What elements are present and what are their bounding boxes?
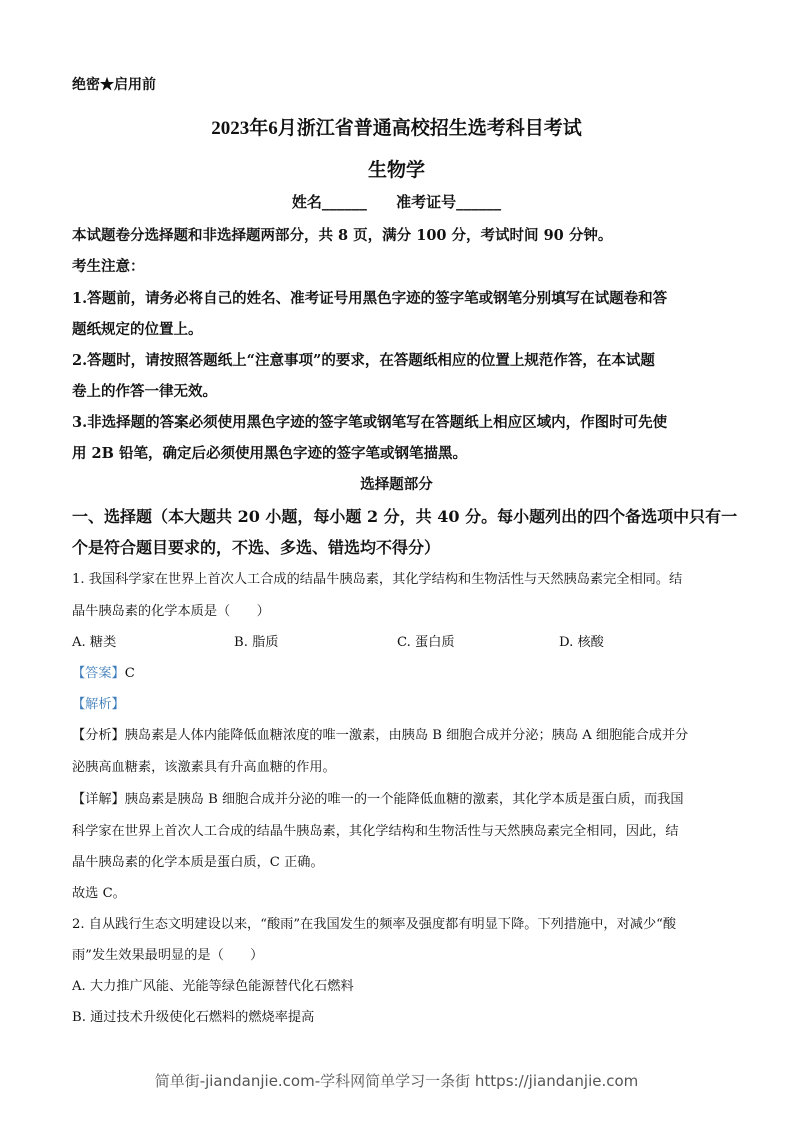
note-1-line-1: 1.答题前，请务必将自己的姓名、准考证号用黑色字迹的签字笔或钢笔分别填写在试题卷和答 [72,290,668,307]
exam-title: 2023年6月浙江省普通高校招生选考科目考试 [211,118,582,139]
note-3-line-1: 3.非选择题的答案必须使用黑色字迹的签字笔或钢笔写在答题纸上相应区域内，作图时可先使 [72,414,668,431]
analysis-label: 【解析】 [72,697,125,712]
note-3-line-2: 用 2B 铅笔，确定后必须使用黑色字迹的签字笔或钢笔描黑。 [72,445,467,462]
q1-detail-line-1: 【详解】胰岛素是胰岛 B 细胞合成并分泌的唯一的一个能降低血糖的激素，其化学本质是蛋白质，而我国 [72,792,684,807]
note-1-line-2: 题纸规定的位置上。 [72,321,203,338]
section-title: 选择题部分 [360,476,433,493]
q2-stem-line-2: 雨”发生效果最明显的是（ ） [72,948,264,963]
answer-label: 【答案】 [72,666,125,681]
q1-option-a: A. 糖类 [72,635,117,650]
candidate-info-row [0,191,793,212]
q1-option-b: B. 脂质 [234,635,279,650]
answer-value: C [124,666,135,681]
watermark-footer: 简单街-jiandanjie.com-学科网简单学习一条街 https://jiandanjie.com [154,1072,639,1090]
note-2-line-1: 2.答题时，请按照答题纸上“注意事项”的要求，在答题纸相应的位置上规范作答，在本试题 [72,352,655,369]
q2-stem-line-1: 2. 自从践行生态文明建设以来，“酸雨”在我国发生的频率及强度都有明显下降。下列措施中，对减少“酸 [72,917,677,932]
confidential-mark: 绝密★启用前 [72,77,156,93]
q1-stem-line-2: 晶牛胰岛素的化学本质是（ ） [72,604,270,619]
name-field-label: 姓名______ [291,193,367,211]
notice-title: 考生注意： [72,258,145,275]
q1-detail-line-2: 科学家在世界上首次人工合成的结晶牛胰岛素，其化学结构和生物活性与天然胰岛素完全相同，因此，结 [72,824,679,839]
q1-stem-line-1: 1. 我国科学家在世界上首次人工合成的结晶牛胰岛素，其化学结构和生物活性与天然胰岛素完全相同。结 [72,572,683,587]
q1-analysis-line-1: 【分析】胰岛素是人体内能降低血糖浓度的唯一激素，由胰岛 B 细胞合成并分泌；胰岛 A 细胞能合成并分 [72,728,689,743]
exam-id-field-label: 准考证号______ [396,193,502,211]
exam-intro: 本试题卷分选择题和非选择题两部分，共 8 页，满分 100 分，考试时间 90 分钟。 [72,227,613,244]
section-heading-line-1: 一、选择题（本大题共 20 小题，每小题 2 分，共 40 分。每小题列出的四个备选项中只有一 [72,507,738,526]
q1-option-d: D. 核酸 [559,635,604,650]
q2-option-a: A. 大力推广风能、光能等绿色能源替代化石燃料 [72,979,354,994]
note-2-line-2: 卷上的作答一律无效。 [72,383,217,400]
q1-analysis-line-2: 泌胰高血糖素，该激素具有升高血糖的作用。 [72,760,336,775]
q2-option-b: B. 通过技术升级使化石燃料的燃烧率提高 [72,1010,315,1025]
q1-detail-line-3: 晶牛胰岛素的化学本质是蛋白质，C 正确。 [72,855,324,870]
subject-title: 生物学 [367,159,425,181]
q1-answer [72,662,135,681]
section-heading-line-2: 个是符合题目要求的，不选、多选、错选均不得分） [72,538,441,557]
q1-option-c: C. 蛋白质 [397,635,455,650]
q1-conclusion: 故选 C。 [72,886,126,901]
